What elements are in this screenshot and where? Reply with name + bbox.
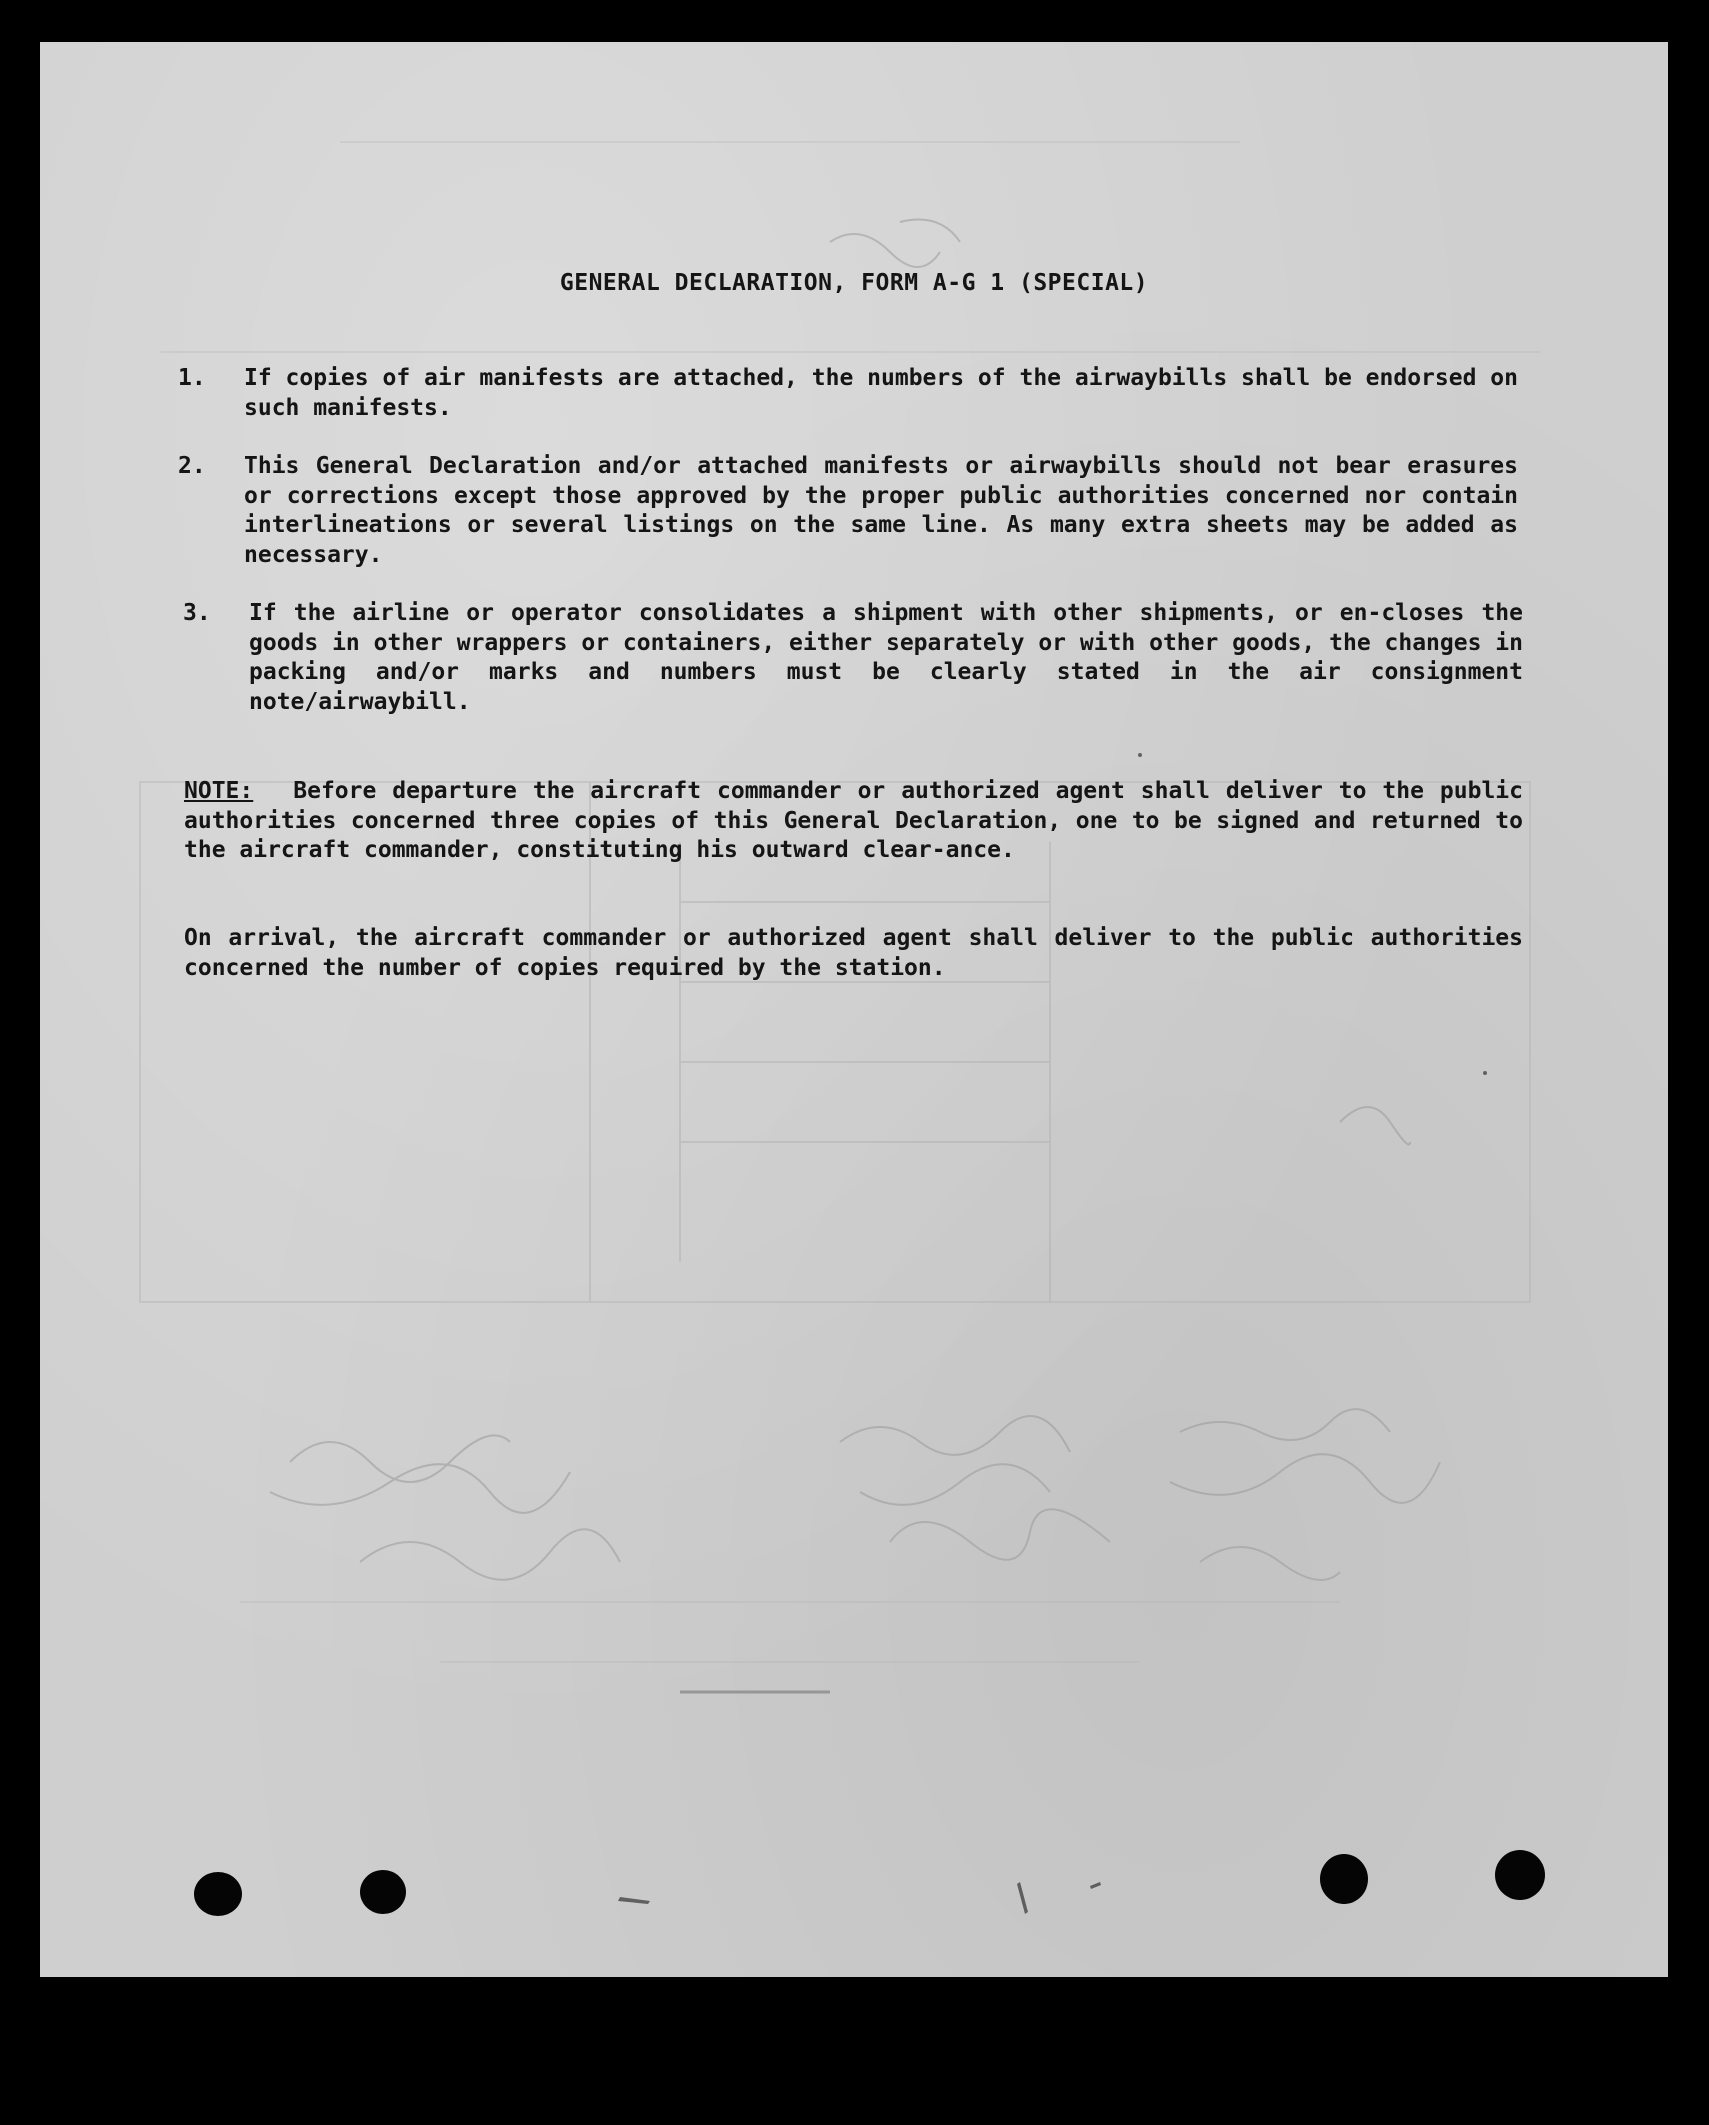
arrival-paragraph: On arrival, the aircraft commander or authorized agent shall deliver to the public authorities concerned the number of copies required by the station. — [184, 925, 1523, 981]
item-text: This General Declaration and/or attached manifests or airwaybills should not bear erasures or corrections except those approved by the proper public authorities concerned nor contain interlineations or several listings on the same line. As many extra sheets may be added as necessary. — [244, 453, 1518, 568]
document-page — [40, 42, 1668, 1977]
punch-hole — [1495, 1850, 1545, 1900]
note-paragraph — [184, 777, 1523, 866]
bleed-through-marks — [40, 42, 1668, 1977]
item-number: 3. — [183, 600, 211, 626]
note-label: NOTE: — [184, 778, 254, 804]
note-text: Before departure the aircraft commander or authorized agent shall deliver to the public authorities concerned three copies of this General Declaration, one to be signed and returned to the aircraft commander, constituting his outward clear-ance. — [184, 778, 1523, 863]
item-number: 2. — [178, 453, 206, 479]
document-title: GENERAL DECLARATION, FORM A-G 1 (SPECIAL) — [559, 270, 1149, 296]
item-number: 1. — [178, 365, 206, 391]
punch-hole — [1320, 1854, 1368, 1904]
item-text: If copies of air manifests are attached, the numbers of the airwaybills shall be endorsed on such manifests. — [244, 365, 1518, 421]
punch-hole — [194, 1872, 242, 1916]
item-text: If the airline or operator consolidates a shipment with other shipments, or en-closes the goods in other wrappers or containers, either separately or with other goods, the changes in packing and/or marks and numbers must be clearly stated in the air consignment note/airwaybill. — [249, 600, 1523, 715]
punch-hole — [360, 1870, 406, 1914]
